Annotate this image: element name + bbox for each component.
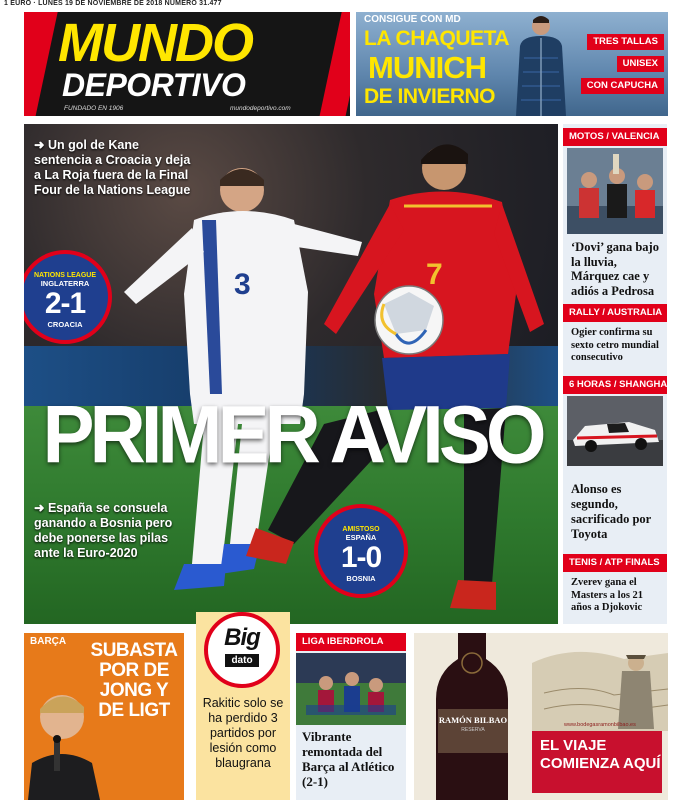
barca-headline: SUBASTA POR DE JONG Y DE LIGT bbox=[90, 640, 178, 721]
section-wec[interactable]: 6 HORAS / SHANGHAI bbox=[563, 376, 667, 394]
svg-text:3: 3 bbox=[234, 268, 251, 301]
promo-line-3: DE INVIERNO bbox=[364, 85, 496, 108]
promo-line-2: MUNICH bbox=[368, 50, 486, 85]
founded-text: FUNDADO EN 1906 bbox=[64, 105, 124, 112]
liga-headline: Vibrante remontada del Barça al Atlético (2-1) bbox=[302, 729, 395, 789]
motogp-podium-image bbox=[567, 148, 663, 234]
ad-brand: RAMÓN BILBAO bbox=[438, 715, 508, 725]
badge-competition: NATIONS LEAGUE bbox=[33, 272, 97, 279]
women-team-image bbox=[296, 653, 406, 725]
ramon-bilbao-ad[interactable] bbox=[414, 633, 668, 800]
main-headline[interactable]: PRIMER AVISO bbox=[42, 387, 542, 481]
promo-line-1: LA CHAQUETA bbox=[364, 27, 509, 50]
ad-url: www.bodegasramonbilbao.es bbox=[564, 722, 636, 728]
liga-iberdrola-story[interactable] bbox=[296, 633, 406, 800]
big-dato-logo bbox=[204, 612, 280, 688]
tenis-headline[interactable]: Zverev gana el Masters a los 21 años a Djokovic bbox=[571, 577, 644, 613]
section-liga-iberdrola: LIGA IBERDROLA bbox=[296, 633, 406, 651]
logo-word-deportivo: DEPORTIVO bbox=[62, 67, 246, 103]
big-dato-logo-big: Big bbox=[224, 624, 260, 651]
badge-team-1: INGLATERRA bbox=[40, 279, 90, 288]
wec-headline[interactable]: Alonso es segundo, sacrificado por Toyota bbox=[571, 482, 651, 541]
masthead-stripe-right bbox=[316, 12, 350, 116]
badge-team-2: BOSNIA bbox=[346, 574, 376, 583]
promo-tag-sizes: TRES TALLAS bbox=[587, 34, 664, 50]
section-motos[interactable]: MOTOS / VALENCIA bbox=[563, 128, 667, 146]
promo-tag-unisex: UNISEX bbox=[617, 56, 664, 72]
rally-headline[interactable]: Ogier confirma su sexto cetro mundial consecutivo bbox=[571, 327, 659, 363]
score-badge-friendly[interactable] bbox=[314, 504, 408, 598]
caption-nations-league: ➜ Un gol de Kane sentencia a Croacia y deja a La Roja fuera de la Final Four de la Nations League bbox=[34, 138, 191, 197]
ad-slogan: EL VIAJE COMIENZA AQUÍ bbox=[532, 731, 662, 793]
badge-score: 1-0 bbox=[340, 541, 382, 574]
section-tenis[interactable]: TENIS / ATP FINALS bbox=[563, 554, 667, 572]
promo-kicker: CONSIGUE CON MD bbox=[364, 14, 461, 25]
toyota-car-image bbox=[567, 396, 663, 466]
masthead-logo[interactable] bbox=[24, 12, 350, 116]
svg-text:7: 7 bbox=[426, 258, 443, 291]
promo-tag-hood: CON CAPUCHA bbox=[581, 78, 664, 94]
badge-competition: AMISTOSO bbox=[342, 526, 380, 533]
barca-story[interactable] bbox=[24, 633, 184, 800]
dateline: 1 EURO · LUNES 19 DE NOVIEMBRE DE 2018 NÚMERO 31.477 bbox=[4, 0, 222, 7]
jacket-model-image bbox=[508, 12, 574, 116]
section-rally[interactable]: RALLY / AUSTRALIA bbox=[563, 304, 667, 322]
jacket-promo[interactable] bbox=[356, 12, 668, 116]
right-rail bbox=[563, 124, 670, 624]
ad-reserva: RESERVA bbox=[461, 727, 485, 733]
caption-friendly: ➜ España se consuela ganando a Bosnia pero debe ponerse las pilas ante la Euro-2020 bbox=[34, 501, 173, 560]
big-dato-text: Rakitic solo se ha perdido 3 partidos por lesión como blaugrana bbox=[202, 696, 284, 770]
badge-team-2: CROACIA bbox=[47, 320, 83, 329]
badge-team-1: ESPAÑA bbox=[345, 533, 377, 542]
motos-headline[interactable]: ‘Dovi’ gana bajo la lluvia, Márquez cae y adiós a Pedrosa bbox=[571, 240, 659, 298]
section-barca: BARÇA bbox=[30, 636, 67, 647]
site-url: mundodeportivo.com bbox=[230, 105, 291, 112]
main-story[interactable] bbox=[24, 124, 558, 624]
masthead-stripe-left bbox=[24, 12, 60, 116]
big-dato-box[interactable] bbox=[196, 612, 290, 800]
badge-score: 2-1 bbox=[44, 287, 86, 320]
logo-word-mundo: MUNDO bbox=[58, 13, 252, 73]
big-dato-logo-dato: dato bbox=[225, 654, 258, 667]
